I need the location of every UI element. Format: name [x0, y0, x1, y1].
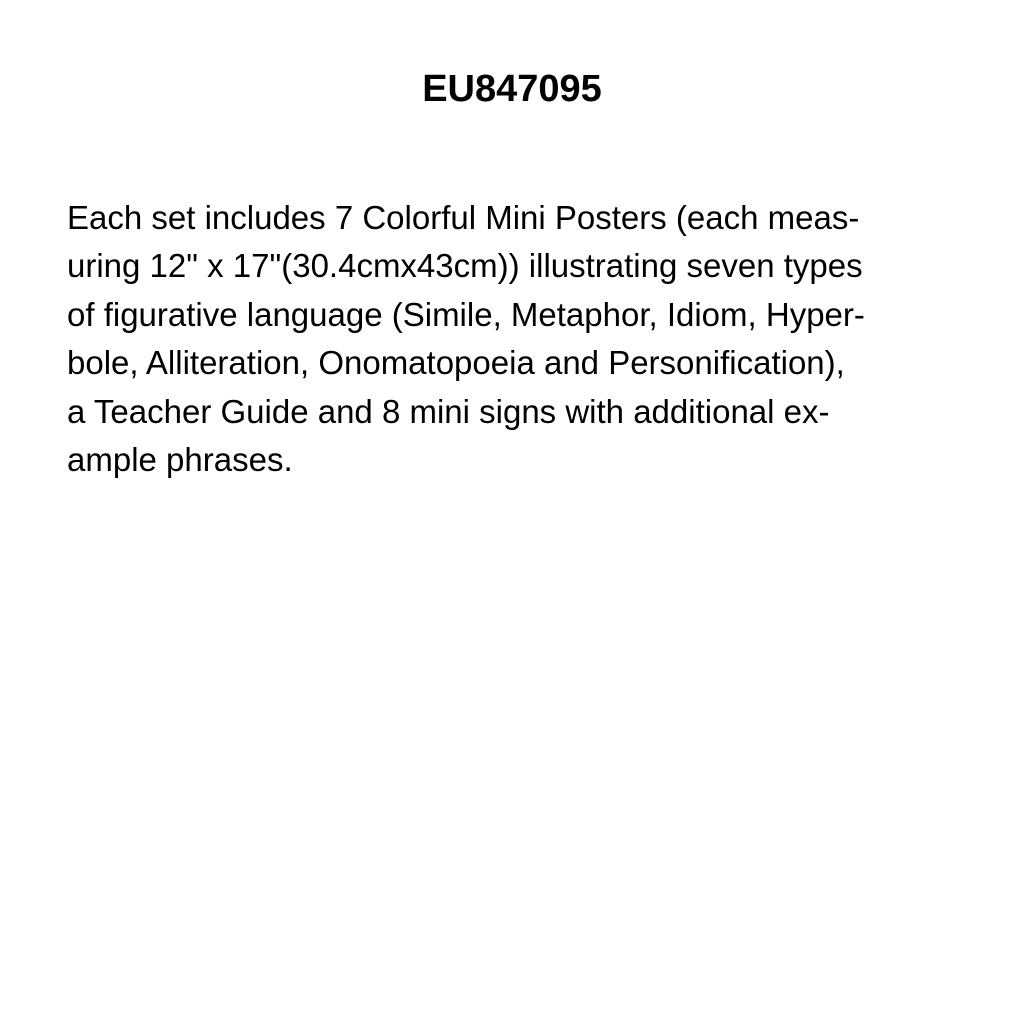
description-line-2: uring 12" x 17"(30.4cmx43cm)) illustrating seven types: [67, 247, 863, 285]
description-line-6: ample phrases.: [67, 441, 293, 479]
product-code-title: EU847095: [422, 68, 602, 110]
product-description: [67, 194, 967, 484]
description-line-1: Each set includes 7 Colorful Mini Posters (each meas-: [67, 199, 860, 236]
description-line-5: a Teacher Guide and 8 mini signs with additional ex-: [67, 392, 830, 430]
description-line-3: of figurative language (Simile, Metaphor, Idiom, Hyper-: [67, 295, 865, 333]
description-line-4: bole, Alliteration, Onomatopoeia and Personification),: [67, 344, 845, 382]
